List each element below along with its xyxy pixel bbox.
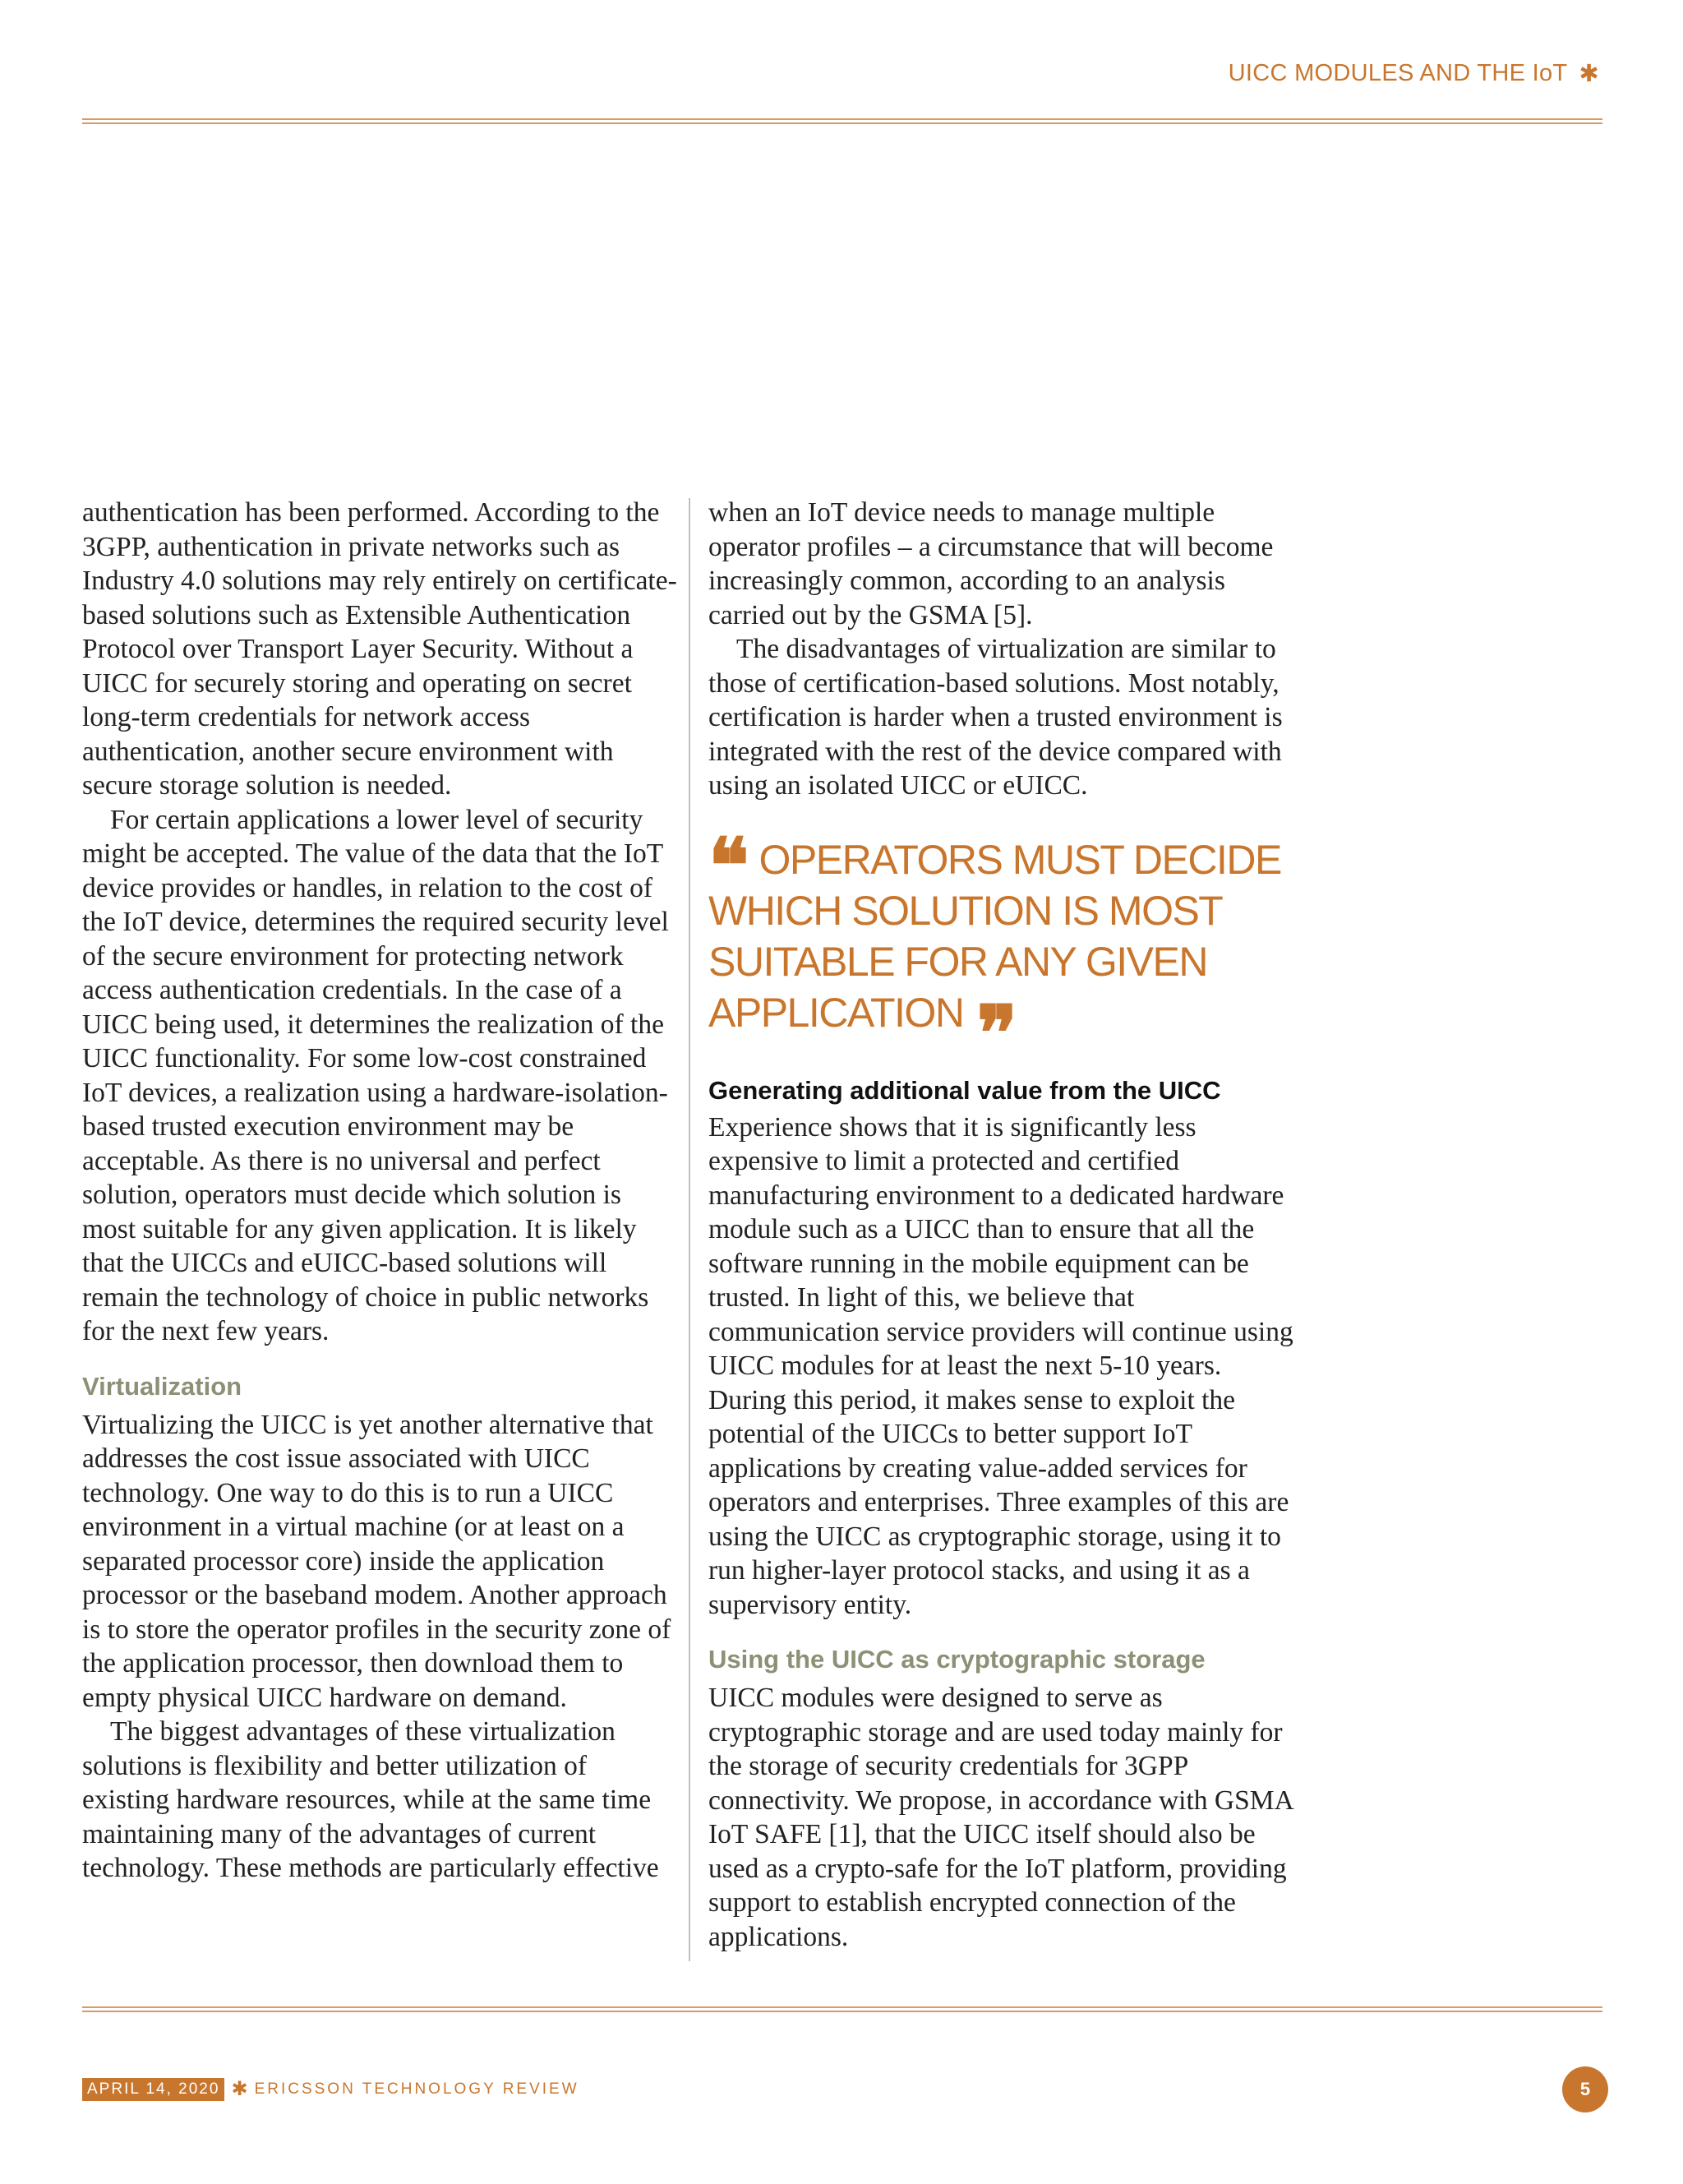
footer-asterisk-icon: ✱	[231, 2078, 248, 2100]
footer-rule	[82, 2006, 1602, 2012]
running-header	[1229, 59, 1599, 87]
subhead-additional-value: Generating additional value from the UICC	[708, 1075, 1221, 1105]
footer	[82, 2077, 579, 2101]
right-paragraph-3: Experience shows that it is significantly less expensive to limit a protected and certified manufacturing environment to a dedicated hardware module such as a UICC than to ensure that all the software running in the mobile equipment can be trusted. In light of this, we believe that communication service providers will continue using UICC modules for at least the next 5-10 years. During this period, it makes sense to exploit the potential of the UICCs to better support IoT applications by creating value-added services for operators and enterprises. Three examples of this are using the UICC as cryptographic storage, using it to run higher-layer protocol stacks, and using it as a supervisory entity.	[708, 1111, 1293, 1620]
section-title: UICC MODULES AND THE IoT	[1228, 59, 1568, 86]
subhead-virtualization: Virtualization	[82, 1371, 242, 1401]
right-paragraph-4: UICC modules were designed to serve as cryptographic storage and are used today mainly for the storage of security credentials for 3GPP connectivity. We propose, in accordance with GSMA IoT SAFE [1], that the UICC itself should also be used as a crypto-safe for the IoT platform, providing support to establish encrypted connection of the applications.	[708, 1683, 1293, 1952]
pull-quote	[708, 820, 1284, 1078]
open-quote-icon: ❝	[708, 820, 741, 910]
close-quote-icon: ❞	[976, 988, 1009, 1078]
asterisk-icon: ✱	[1579, 59, 1599, 87]
publication-name: ERICSSON TECHNOLOGY REVIEW	[254, 2080, 579, 2098]
left-paragraph-3: Virtualizing the UICC is yet another alternative that addresses the cost issue associated with UICC technology. One way to do this is to run a UICC environment in a virtual machine (or at least on a separated processor core) inside the application processor or the baseband modem. Another approach is to store the operator profiles in the security zone of the application processor, then download them to empty physical UICC hardware on demand.	[82, 1409, 671, 1713]
right-column	[708, 496, 1300, 1954]
pull-quote-text: OPERATORS MUST DECIDE WHICH SOLUTION IS MOST SUITABLE FOR ANY GIVEN APPLICATION	[708, 836, 1281, 1036]
right-paragraph-2: The disadvantages of virtualization are similar to those of certification-based solutions. Most notably, certification is harder when a trusted environment is integrated with the rest of the device compared with using an isolated UICC or eUICC.	[708, 634, 1283, 801]
left-paragraph-4: The biggest advantages of these virtualization solutions is flexibility and better utilization of existing hardware resources, while at the same time maintaining many of the advantages of current technology. These methods are particularly effective	[82, 1716, 659, 1883]
column-divider	[689, 498, 690, 1961]
subhead-cryptographic-storage: Using the UICC as cryptographic storage	[708, 1645, 1206, 1674]
left-column	[82, 496, 680, 1886]
left-paragraph-1: authentication has been performed. According to the 3GPP, authentication in private networks such as Industry 4.0 solutions may rely entirely on certificate-based solutions such as Extensible Authentication Protocol over Transport Layer Security. Without a UICC for securely storing and operating on secret long-term credentials for network access authentication, another secure environment with secure storage solution is needed.	[82, 497, 677, 801]
date-badge: APRIL 14, 2020	[82, 2078, 224, 2101]
right-paragraph-1: when an IoT device needs to manage multiple operator profiles – a circumstance that will become increasingly common, according to an analysis carried out by the GSMA [5].	[708, 497, 1274, 630]
page-number: 5	[1562, 2066, 1608, 2112]
left-paragraph-2: For certain applications a lower level of security might be accepted. The value of the data that the IoT device provides or handles, in relation to the cost of the IoT device, determines the required security level of the secure environment for protecting network access authentication credentials. In the case of a UICC being used, it determines the realization of the UICC functionality. For some low-cost constrained IoT devices, a realization using a hardware-isolation-based trusted execution environment may be acceptable. As there is no universal and perfect solution, operators must decide which solution is most suitable for any given application. It is likely that the UICCs and eUICC-based solutions will remain the technology of choice in public networks for the next few years.	[82, 804, 669, 1346]
header-rule	[82, 118, 1602, 124]
